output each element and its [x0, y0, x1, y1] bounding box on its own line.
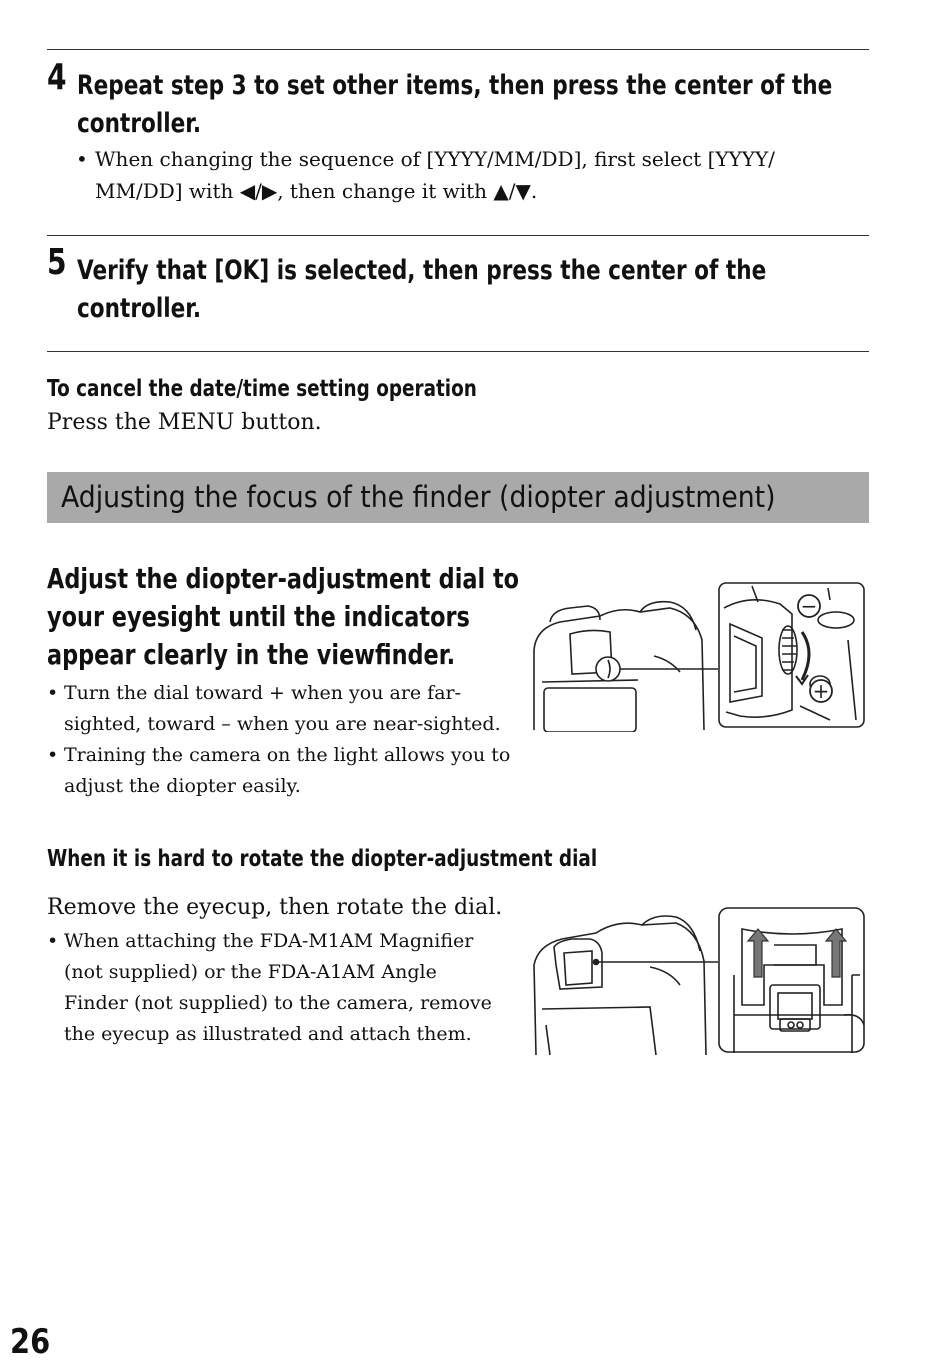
hard-bullets [47, 926, 492, 1050]
minus-icon [798, 594, 820, 618]
page-number: 26 [10, 1322, 51, 1362]
step-number: 4 [47, 57, 67, 98]
bullet-text: When changing the sequence of [YYYY/MM/DD], first select [YYYY/ MM/DD] with ◀/▶, then change it with ▲/▼. [95, 147, 775, 203]
diopter-illustration [530, 580, 870, 732]
list-item: • Training the camera on the light allows you to adjust the diopter easily. [47, 740, 517, 802]
step-title: Verify that [OK] is selected, then press the center of the controller. [77, 255, 767, 324]
hard-heading: When it is hard to rotate the diopter-adjustment dial [47, 846, 598, 872]
divider-bottom [47, 351, 869, 352]
svg-text:−: − [800, 594, 818, 618]
hard-text: Remove the eyecup, then rotate the dial. [47, 895, 503, 920]
svg-text:+: + [812, 679, 830, 703]
step-5 [47, 243, 869, 323]
cancel-heading: To cancel the date/time setting operation [47, 376, 477, 402]
arrow-up-icon [826, 929, 846, 977]
cancel-text: Press the MENU button. [47, 410, 322, 435]
eyecup-illustration [530, 905, 870, 1057]
step-number: 5 [47, 242, 67, 283]
section-banner [47, 472, 869, 523]
section-title: Adjusting the focus of the finder (diopter adjustment) [61, 480, 776, 514]
diopter-heading: Adjust the diopter-adjustment dial to your eyesight until the indicators appear clearly in the viewfinder. [47, 562, 520, 671]
arrow-up-icon [748, 929, 768, 977]
diopter-bullets [47, 678, 517, 802]
plus-icon [810, 679, 832, 703]
step-4 [47, 58, 869, 138]
divider-step-5 [47, 235, 869, 236]
list-item: • Turn the dial toward + when you are far-sighted, toward – when you are near-sighted. [47, 678, 517, 740]
divider-top [47, 49, 869, 50]
step-4-bullet [76, 143, 846, 207]
step-title: Repeat step 3 to set other items, then press the center of the controller. [77, 70, 833, 139]
bullet-mark: • [76, 147, 88, 171]
list-item: • When attaching the FDA-M1AM Magnifier (not supplied) or the FDA-A1AM Angle Finder (not supplied) to the camera, remove the eyecup as illustrated and attach them. [47, 926, 492, 1050]
